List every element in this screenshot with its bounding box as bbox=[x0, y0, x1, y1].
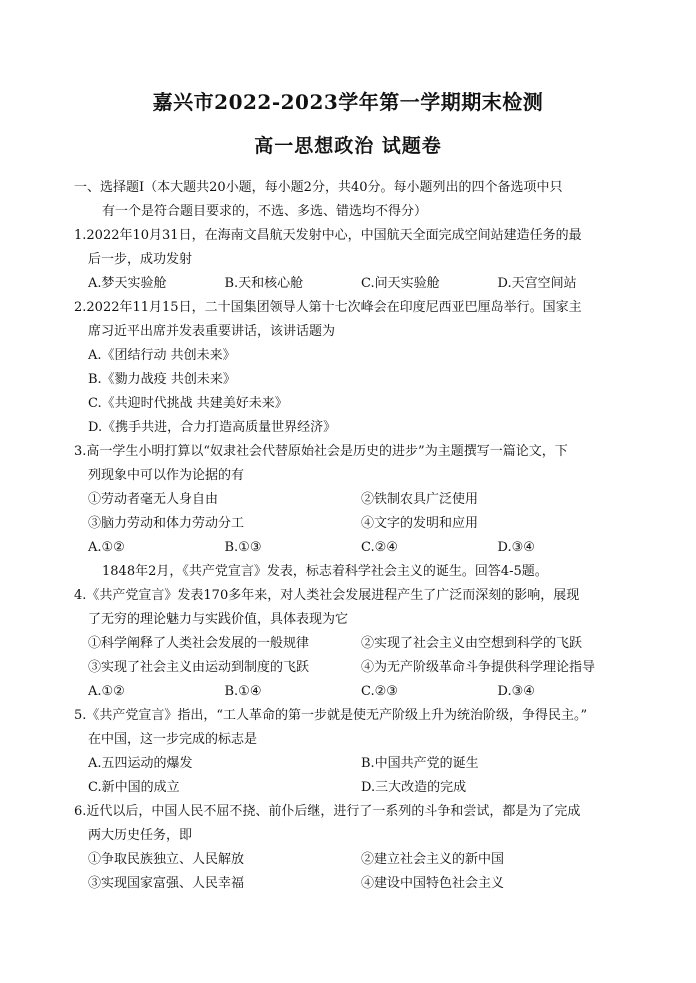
option-d: D.天宫空间站 bbox=[497, 276, 577, 291]
option-a: A.五四运动的爆发 bbox=[88, 756, 193, 771]
question-4-stem: 4.《共产党宣言》发表170多年来，对人类社会发展进程产生了广泛而深刻的影响，展现 bbox=[74, 588, 580, 603]
statement-1: ①科学阐释了人类社会发展的一般规律 bbox=[88, 636, 310, 651]
question-3-items-row1 bbox=[74, 488, 634, 512]
option-a: A.①② bbox=[88, 684, 125, 699]
question-4-items-row2 bbox=[74, 656, 634, 680]
option-b: B.①④ bbox=[224, 684, 262, 699]
option-c: C.②③ bbox=[361, 684, 398, 699]
option-b: B.《勠力战疫 共创未来》 bbox=[88, 372, 236, 387]
exam-subtitle: 高一思想政治 试题卷 bbox=[254, 135, 442, 157]
question-3-stem: 3.高一学生小明打算以“奴隶社会代替原始社会是历史的进步”为主题撰写一篇论文，下 bbox=[74, 444, 568, 459]
question-1-stem-cont: 后一步，成功发射 bbox=[88, 252, 193, 267]
statement-1: ①劳动者毫无人身自由 bbox=[88, 492, 219, 507]
question-6-items-row2 bbox=[74, 872, 634, 896]
question-4-options bbox=[74, 680, 634, 704]
section-heading-line1: 一、选择题Ⅰ（本大题共20小题，每小题2分，共40分。每小题列出的四个备选项中只 bbox=[74, 180, 563, 195]
option-c: C.《共迎时代挑战 共建美好未来》 bbox=[88, 396, 288, 411]
question-3-items-row2 bbox=[74, 512, 634, 536]
question-5-options-row2 bbox=[74, 776, 634, 800]
question-2-stem: 2.2022年11月15日，二十国集团领导人第十七次峰会在印度尼西亚巴厘岛举行。国家主 bbox=[74, 300, 582, 315]
option-a: A.梦天实验舱 bbox=[88, 276, 167, 291]
question-4-items-row1 bbox=[74, 632, 634, 656]
question-1-options bbox=[74, 272, 634, 296]
statement-4: ④为无产阶级革命斗争提供科学理论指导 bbox=[361, 660, 596, 675]
option-b: B.①③ bbox=[224, 540, 262, 555]
option-d: D.三大改造的完成 bbox=[361, 780, 467, 795]
exam-title: 嘉兴市2022-2023学年第一学期期末检测 bbox=[152, 90, 544, 114]
option-a: A.①② bbox=[88, 540, 125, 555]
option-b: B.天和核心舱 bbox=[224, 276, 304, 291]
question-6-stem: 6.近代以后，中国人民不屈不挠、前仆后继，进行了一系列的斗争和尝试，都是为了完成 bbox=[74, 804, 581, 819]
question-1-stem: 1.2022年10月31日，在海南文昌航天发射中心，中国航天全面完成空间站建造任务的最 bbox=[74, 228, 582, 243]
statement-3: ③实现国家富强、人民幸福 bbox=[88, 876, 245, 891]
option-b: B.中国共产党的诞生 bbox=[361, 756, 479, 771]
question-4-stem-cont: 了无穷的理论魅力与实践价值，具体表现为它 bbox=[88, 612, 349, 627]
statement-4: ④建设中国特色社会主义 bbox=[361, 876, 505, 891]
statement-2: ②建立社会主义的新中国 bbox=[361, 852, 505, 867]
option-c: C.新中国的成立 bbox=[88, 780, 180, 795]
question-3-options bbox=[74, 536, 634, 560]
option-d: D.③④ bbox=[497, 684, 535, 699]
question-6-items-row1 bbox=[74, 848, 634, 872]
section-heading-line2: 有一个是符合题目要求的，不选、多选、错选均不得分） bbox=[102, 204, 428, 219]
option-d: D.《携手共进，合力打造高质量世界经济》 bbox=[88, 420, 337, 435]
question-3-stem-cont: 列现象中可以作为论据的有 bbox=[88, 468, 245, 483]
question-5-stem: 5.《共产党宣言》指出，“工人革命的第一步就是使无产阶级上升为统治阶级，争得民主。” bbox=[74, 708, 588, 723]
question-2-stem-cont: 席习近平出席并发表重要讲话，该讲话题为 bbox=[88, 324, 336, 339]
material-intro: 1848年2月，《共产党宣言》发表，标志着科学社会主义的诞生。回答4-5题。 bbox=[102, 564, 548, 579]
question-5-options-row1 bbox=[74, 752, 634, 776]
statement-2: ②实现了社会主义由空想到科学的飞跃 bbox=[361, 636, 583, 651]
statement-4: ④文字的发明和应用 bbox=[361, 516, 479, 531]
statement-3: ③脑力劳动和体力劳动分工 bbox=[88, 516, 245, 531]
option-c: C.②④ bbox=[361, 540, 398, 555]
question-5-stem-cont: 在中国，这一步完成的标志是 bbox=[88, 732, 258, 747]
statement-1: ①争取民族独立、人民解放 bbox=[88, 852, 245, 867]
option-a: A.《团结行动 共创未来》 bbox=[88, 348, 236, 363]
option-c: C.问天实验舱 bbox=[361, 276, 440, 291]
exam-content bbox=[74, 176, 634, 896]
question-6-stem-cont: 两大历史任务，即 bbox=[88, 828, 193, 843]
option-d: D.③④ bbox=[497, 540, 535, 555]
statement-3: ③实现了社会主义由运动到制度的飞跃 bbox=[88, 660, 310, 675]
statement-2: ②铁制农具广泛使用 bbox=[361, 492, 479, 507]
